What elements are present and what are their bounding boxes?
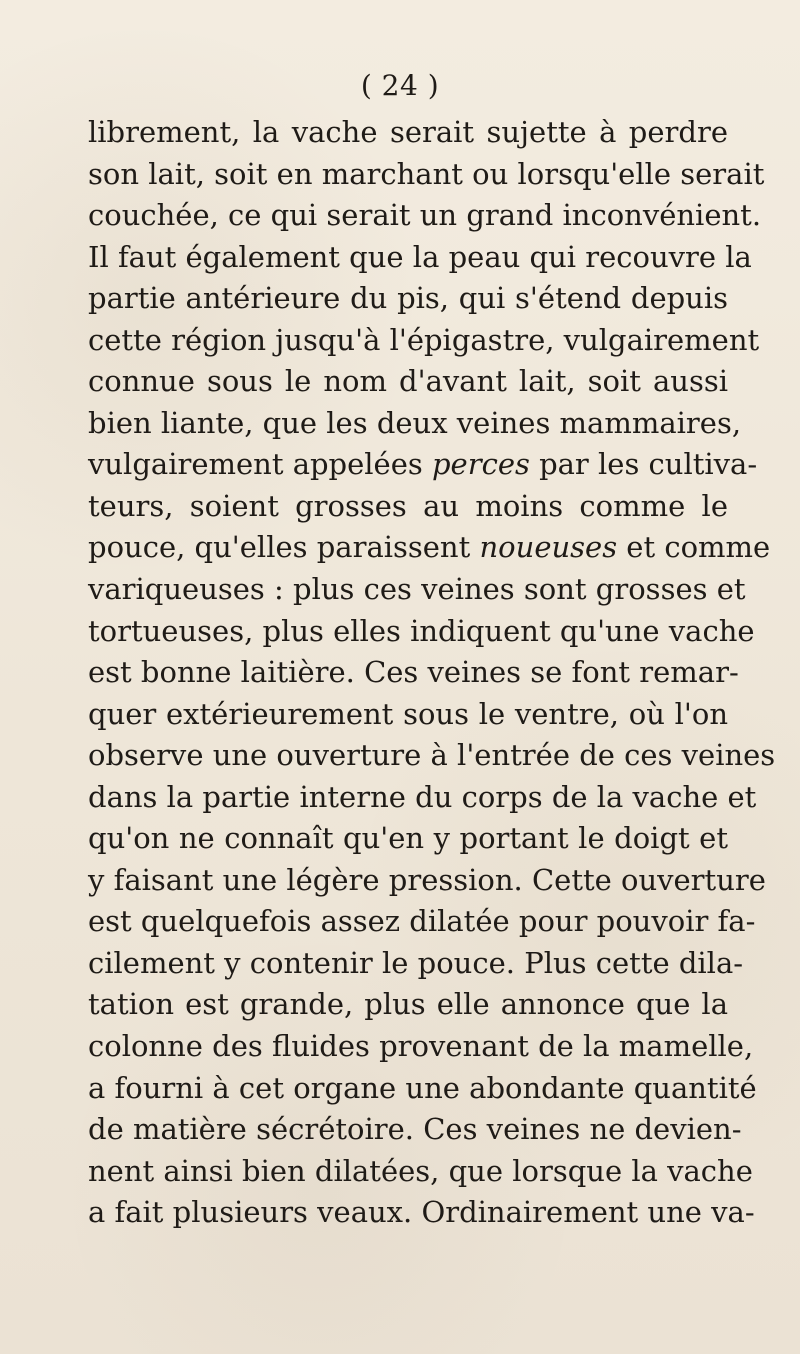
text-line: y faisant une légère pression. Cette ouverture (88, 862, 766, 897)
text-line: couchée, ce qui serait un grand inconvénient. (88, 198, 762, 233)
text-line: de matière sécrétoire. Ces veines ne devien- (88, 1112, 742, 1147)
text-line: dans la partie interne du corps de la vache et (88, 779, 757, 814)
text-line: quer extérieurement sous le ventre, où l'on (88, 696, 728, 731)
italic-term: perces (431, 447, 530, 482)
body-text (88, 112, 776, 1234)
text-line: qu'on ne connaît qu'en y portant le doigt et (88, 821, 728, 856)
text-line: est bonne laitière. Ces veines se font remar- (88, 655, 739, 690)
text-line: pouce, qu'elles paraissent noueuses et comme (88, 530, 771, 565)
text-line: a fourni à cet organe une abondante quantité (88, 1070, 757, 1105)
page-number: ( 24 ) (360, 69, 440, 102)
italic-term: noueuses (479, 530, 618, 565)
text-line: tortueuses, plus elles indiquent qu'une vache (88, 613, 755, 648)
text-line: colonne des fluides provenant de la mamelle, (88, 1029, 754, 1064)
text-line: a fait plusieurs veaux. Ordinairement une va- (88, 1195, 755, 1230)
text-line: tation est grande, plus elle annonce que la (88, 987, 728, 1022)
text-line: vulgairement appelées perces par les cultiva- (88, 447, 758, 482)
text-line: variqueuses : plus ces veines sont grosses et (88, 572, 746, 607)
text-line: librement, la vache serait sujette à perdre (88, 115, 728, 149)
text-line: observe une ouverture à l'entrée de ces veines (88, 738, 776, 773)
text-line: connue sous le nom d'avant lait, soit aussi (88, 364, 728, 399)
text-line: est quelquefois assez dilatée pour pouvoir fa- (88, 904, 756, 939)
text-line: cette région jusqu'à l'épigastre, vulgairement (88, 322, 760, 357)
text-line: son lait, soit en marchant ou lorsqu'elle serait (88, 156, 765, 191)
text-line: bien liante, que les deux veines mammaires, (88, 405, 742, 440)
text-line: partie antérieure du pis, qui s'étend depuis (88, 281, 728, 316)
text-line: nent ainsi bien dilatées, que lorsque la vache (88, 1153, 753, 1188)
text-line: teurs, soient grosses au moins comme le (88, 488, 728, 523)
text-line: cilement y contenir le pouce. Plus cette dila- (88, 945, 744, 980)
text-line: Il faut également que la peau qui recouvre la (88, 239, 752, 274)
